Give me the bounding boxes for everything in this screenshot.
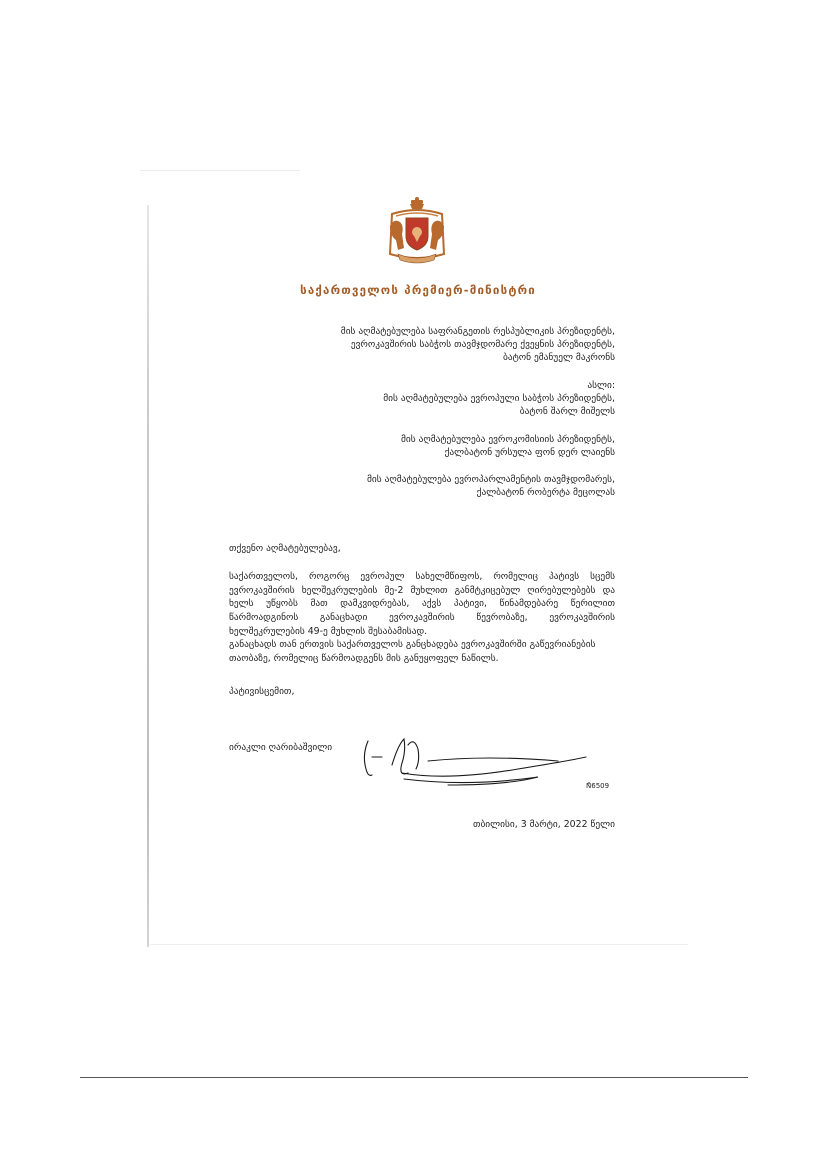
addressee-2-line-1: ასლი:	[587, 380, 615, 391]
addressee-2-line-3: ბატონ შარლ მიშელს	[519, 406, 615, 418]
letter-paragraph-2: განაცხადს თან ერთვის საქართველოს განცხადება ევროკავშირში გაწევრიანების თაობაზე, რომელიც წარმოადგენს მის განუყოფელ ნაწილს.	[229, 639, 596, 664]
letter-paragraph-1: საქართველოს, როგორც ევროპულ სახელმწიფოს, რომელიც პატივს სცემს ევროკავშირის ხელშეკრულების მე-2 მუხლით განმტკიცებულ ღირებულებებს და ხელს უწყობს მათ დამკვიდრებას, აქვს პატივი, წინამდებარე წერილით წარმოადგინოს განაცხადი ევროკავშირის წევრობაზე, ევროკავშირის ხელშეკრულების 49-ე მუხლის შესაბამისად.	[229, 571, 615, 637]
addressee-2-line-2: მის აღმატებულება ევროპული საბჭოს პრეზიდენტს,	[383, 393, 615, 405]
addressee-3-line-2: ქალბატონ ურსულა ფონ დერ ლაიენს	[444, 447, 615, 459]
addressee-block-1	[341, 325, 615, 365]
letterhead-title: საქართველოს პრემიერ-მინისტრი	[300, 283, 536, 297]
addressee-block-3	[401, 433, 615, 459]
scan-edge-left	[147, 205, 149, 947]
addressee-3-line-1: მის აღმატებულება ევროკომისიის პრეზიდენტს,	[400, 434, 615, 445]
signer-name: ირაკლი ღარიბაშვილი	[229, 742, 333, 753]
letter-closing: პატივისცემით,	[229, 686, 295, 697]
addressee-block-4	[367, 473, 615, 499]
addressee-1-line-1: მის აღმატებულება საფრანგეთის რესპუბლიკის პრეზიდენტს,	[340, 326, 615, 337]
addressee-1-line-3: ბატონ ემანუელ მაკრონს	[502, 352, 615, 364]
coat-of-arms-icon	[384, 196, 450, 268]
addressee-4-line-1: მის აღმატებულება ევროპარლამენტის თავმჯდომარეს,	[367, 474, 615, 485]
addressee-1-line-2: ევროკავშირის საბჭოს თავმჯდომარე ქვეყნის პრეზიდენტს,	[350, 339, 615, 351]
document-number: N6509	[586, 782, 610, 790]
letter-salutation: თქვენო აღმატებულებავ,	[229, 543, 341, 554]
addressee-block-2	[383, 379, 615, 419]
scan-edge-bottom	[150, 944, 688, 945]
addressee-4-line-2: ქალბატონ რობერტა მეცოლას	[476, 487, 615, 499]
scan-edge-top	[140, 170, 300, 171]
place-and-date: თბილისი, 3 მარტი, 2022 წელი	[472, 819, 615, 830]
footer-divider	[80, 1077, 748, 1078]
handwritten-signature	[358, 735, 590, 791]
